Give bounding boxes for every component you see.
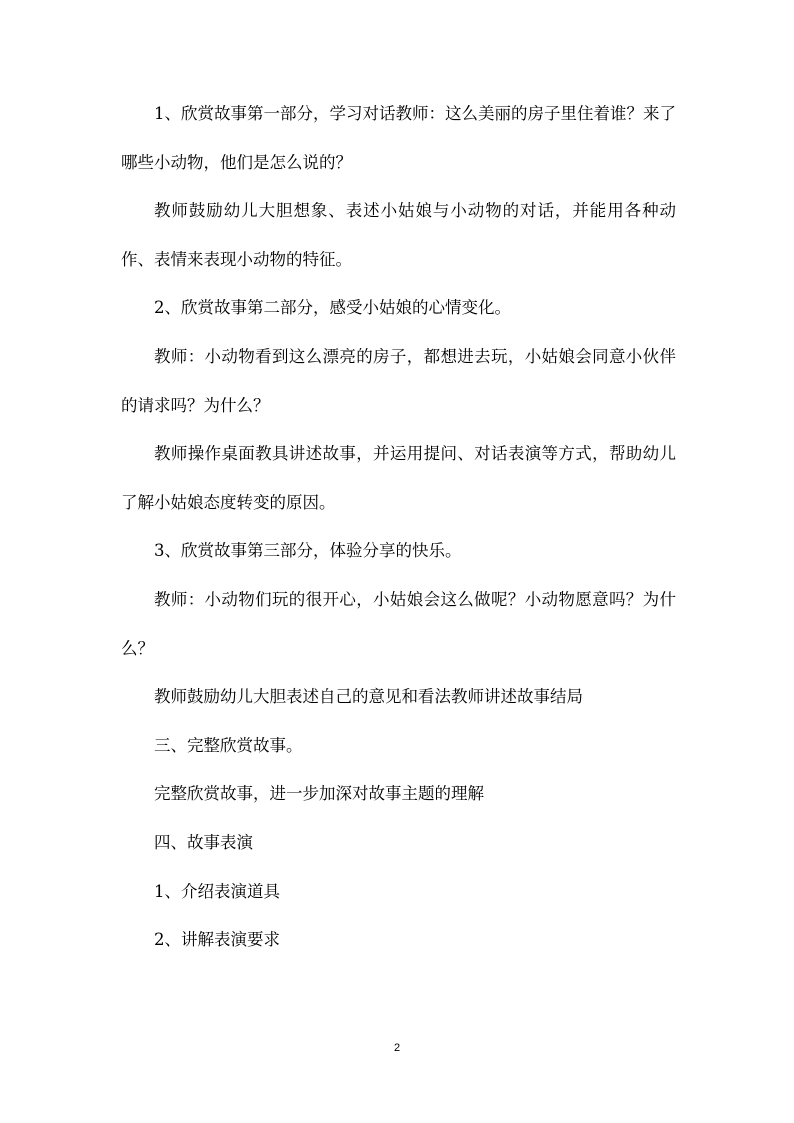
- paragraph-3: 2、欣赏故事第二部分，感受小姑娘的心情变化。: [154, 298, 511, 318]
- paragraph-1: 1、欣赏故事第一部分，学习对话教师：这么美丽的房子里住着谁？来了哪些小动物，他们是怎么说的？: [121, 104, 676, 172]
- paragraph-8: 教师鼓励幼儿大胆表述自己的意见和看法教师讲述故事结局: [154, 687, 583, 707]
- paragraph-12: 1、介绍表演道具: [154, 881, 280, 901]
- paragraph-5: 教师操作桌面教具讲述故事，并运用提问、对话表演等方式，帮助幼儿了解小姑娘态度转变的原因。: [121, 444, 676, 512]
- paragraph-11: 四、故事表演: [154, 832, 253, 852]
- paragraph-9: 三、完整欣赏故事。: [154, 735, 303, 755]
- paragraph-2: 教师鼓励幼儿大胆想象、表述小姑娘与小动物的对话，并能用各种动作、表情来表现小动物的特征。: [121, 201, 676, 269]
- paragraph-6: 3、欣赏故事第三部分，体验分享的快乐。: [154, 541, 462, 561]
- paragraph-7: 教师：小动物们玩的很开心，小姑娘会这么做呢？小动物愿意吗？为什么？: [121, 589, 676, 658]
- paragraph-4: 教师：小动物看到这么漂亮的房子，都想进去玩，小姑娘会同意小伙伴的请求吗？为什么？: [121, 346, 676, 415]
- body-text: [121, 90, 676, 965]
- paragraph-10: 完整欣赏故事，进一步加深对故事主题的理解: [154, 784, 484, 804]
- page-number: 2: [393, 1042, 401, 1054]
- paragraph-13: 2、讲解表演要求: [154, 930, 280, 950]
